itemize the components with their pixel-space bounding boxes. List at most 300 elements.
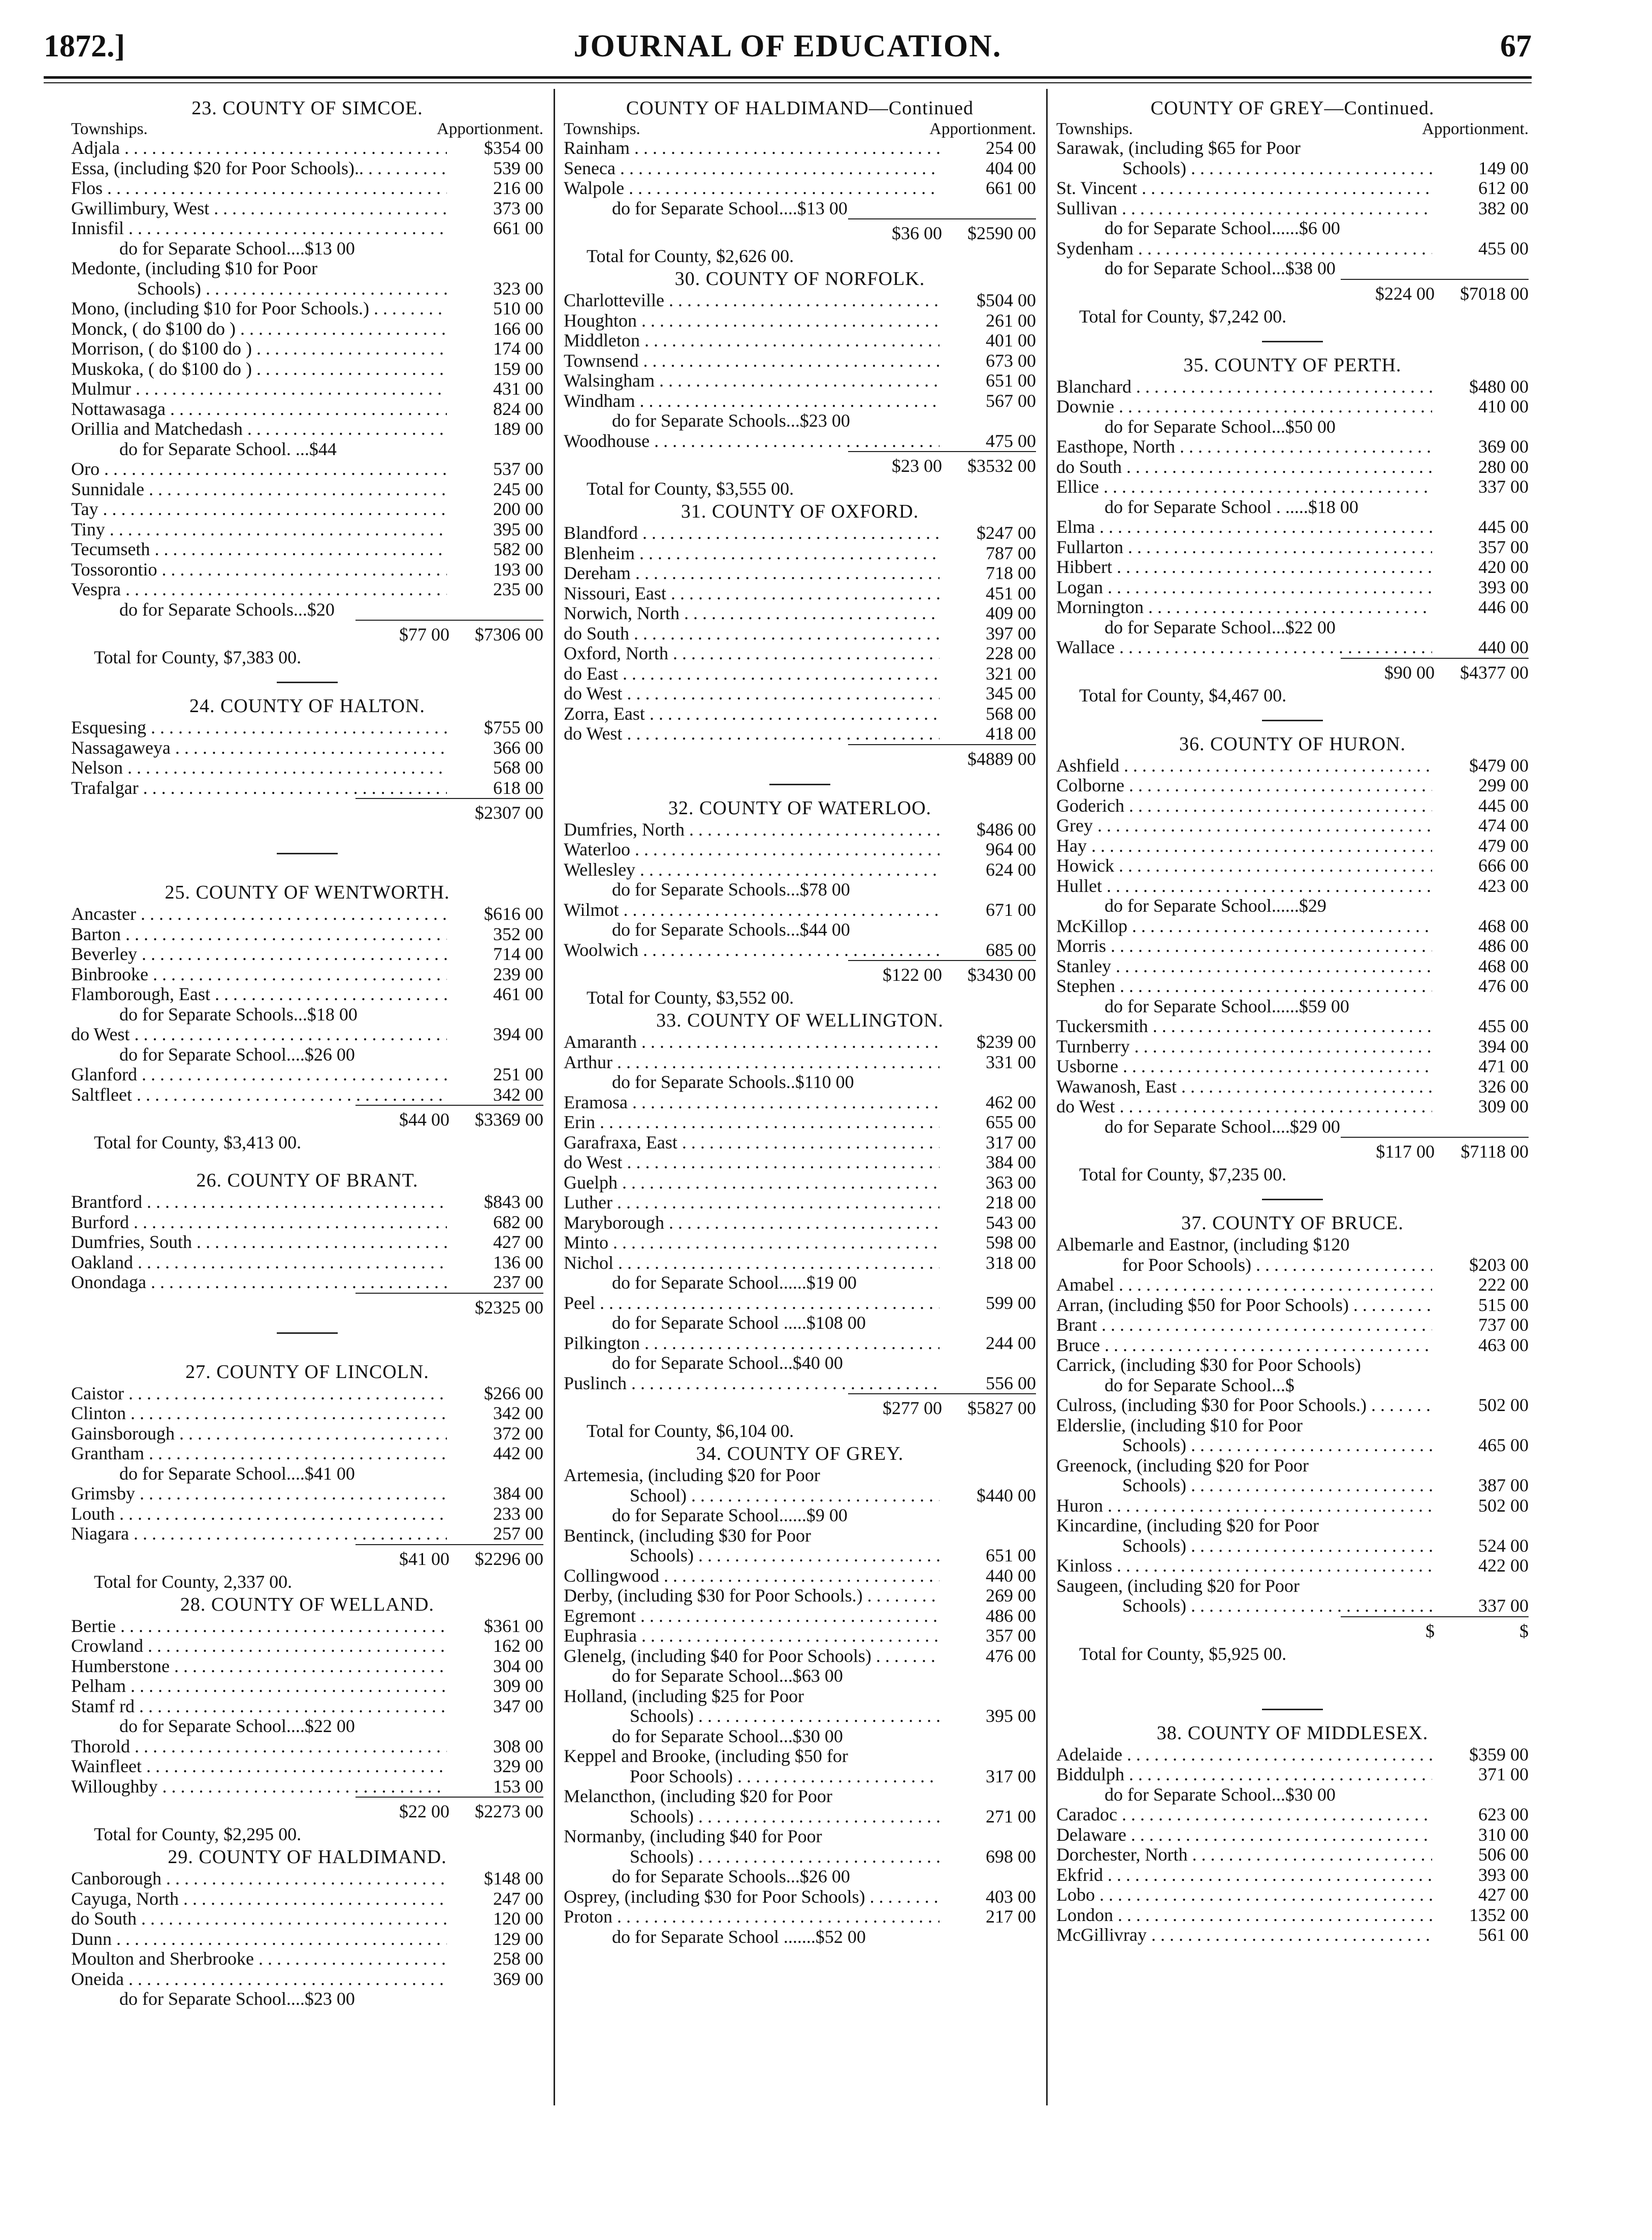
township-row-wrapped (564, 1827, 1036, 1867)
totals-row (355, 1105, 543, 1131)
separate-school-row (1056, 1785, 1529, 1805)
township-name: Sarawak, (including $65 for Poor (1056, 138, 1301, 158)
township-row (564, 1032, 1036, 1052)
county-title: 29. COUNTY OF HALDIMAND. (168, 1846, 447, 1868)
township-name: Mulmur . . . (71, 379, 447, 399)
township-name: Peel . . . (564, 1293, 940, 1314)
apportionment-heading: Apportionment. (929, 120, 1036, 138)
township-name: Beverley . . . (71, 944, 447, 965)
township-name: Onondaga . . . (71, 1272, 447, 1293)
apportionment-amount: 567 00 (986, 390, 1036, 411)
township-row (71, 924, 543, 945)
township-name: Osprey, (including $30 for Poor Schools) . . . (564, 1887, 940, 1907)
separate-school-total: $22 00 (399, 1801, 449, 1821)
township-row (71, 339, 543, 359)
township-name: Usborne . . . (1056, 1057, 1432, 1077)
township-row (71, 778, 543, 798)
township-row (71, 1756, 543, 1777)
apportionment-amount: 393 00 (1478, 1864, 1529, 1885)
township-row (71, 1212, 543, 1233)
township-name: Crowland . . . (71, 1636, 447, 1656)
apportionment-amount: 623 00 (1478, 1804, 1529, 1825)
separate-school-total: $224 00 (1375, 283, 1435, 304)
apportionment-amount: 120 00 (493, 1908, 543, 1929)
county-title: 27. COUNTY OF LINCOLN. (185, 1361, 429, 1383)
township-row (564, 1193, 1036, 1213)
township-row (71, 1403, 543, 1424)
apportionment-amount: 661 00 (986, 178, 1036, 198)
township-name: Melancthon, (including $20 for Poor (564, 1786, 832, 1806)
township-row (1056, 1496, 1529, 1516)
township-name: Euphrasia . . . (564, 1626, 940, 1646)
totals-row (848, 960, 1036, 986)
township-row (564, 584, 1036, 604)
township-row (564, 644, 1036, 664)
separate-school-total (848, 745, 942, 771)
column-right (1056, 97, 1529, 1945)
township-name: Morrison, ( do $100 do ) . . . (71, 339, 447, 359)
township-name: Clinton . . . (71, 1403, 447, 1424)
apportionment-amount: 149 00 (1478, 157, 1529, 178)
separate-school-total: $277 00 (883, 1398, 942, 1418)
township-name: Nissouri, East . . . (564, 584, 940, 604)
apportionment-amount: 418 00 (986, 723, 1036, 744)
township-division-row (564, 664, 1036, 684)
township-row (71, 1636, 543, 1656)
township-name-cont: Schools) . . . (1056, 1596, 1432, 1616)
township-name-cont: Schools) . . . (1056, 1476, 1432, 1496)
township-name: Niagara . . . (71, 1524, 447, 1544)
township-name: Holland, (including $25 for Poor (564, 1685, 804, 1706)
township-name: Dunn . . . (71, 1929, 447, 1949)
column-divider (1046, 89, 1048, 2105)
apportionment-amount: 269 00 (986, 1585, 1036, 1606)
page-number: 67 (1500, 29, 1532, 63)
township-name: do South . . . (1056, 457, 1432, 477)
township-row (71, 1424, 543, 1444)
township-row (1056, 1765, 1529, 1785)
section-separator (1262, 720, 1323, 721)
township-row (564, 940, 1036, 961)
apportionment-amount: 401 00 (986, 330, 1036, 350)
apportionment-amount: 271 00 (986, 1806, 1036, 1827)
township-total: $2590 00 (967, 223, 1036, 243)
township-name: Glenelg, (including $40 for Poor Schools) . . . (564, 1646, 940, 1667)
township-name: do South . . . (71, 1909, 447, 1929)
apportionment-amount: $359 00 (1469, 1744, 1529, 1765)
township-name-continued (564, 1706, 1036, 1726)
township-name: Nelson . . . (71, 758, 447, 778)
apportionment-amount: 486 00 (986, 1605, 1036, 1626)
separate-school-text: do for Separate School....$26 00 (119, 1044, 355, 1065)
apportionment-amount: 228 00 (986, 643, 1036, 663)
apportionment-amount: 342 00 (493, 1403, 543, 1423)
township-name: Easthope, North . . . (1056, 437, 1432, 457)
township-division-row (564, 1153, 1036, 1173)
township-name: Vespra . . . (71, 580, 447, 600)
township-name: Oneida . . . (71, 1969, 447, 1990)
township-name-continued (1056, 1435, 1529, 1456)
township-row-wrapped (71, 259, 543, 299)
township-name: Elma . . . (1056, 517, 1432, 537)
township-row (71, 1889, 543, 1909)
township-row (564, 1373, 1036, 1394)
township-row (564, 1112, 1036, 1133)
township-row (1056, 1805, 1529, 1825)
township-name: Wainfleet . . . (71, 1756, 447, 1777)
township-row (1056, 796, 1529, 816)
apportionment-amount: 251 00 (493, 1064, 543, 1084)
apportionment-amount: 673 00 (986, 350, 1036, 371)
township-total: $4889 00 (967, 748, 1036, 769)
township-row-wrapped (1056, 1456, 1529, 1496)
county-title: 28. COUNTY OF WELLAND. (180, 1593, 435, 1615)
apportionment-amount: 162 00 (493, 1636, 543, 1656)
township-name: Wellesley . . . (564, 860, 940, 880)
separate-school-row (564, 880, 1036, 900)
township-row (564, 603, 1036, 624)
section-separator (1262, 1709, 1323, 1710)
township-name-cont: Schools) . . . (1056, 158, 1432, 179)
township-name: Tossorontio . . . (71, 560, 447, 580)
township-row (71, 520, 543, 540)
township-total: $3532 00 (967, 456, 1036, 476)
separate-school-row (1056, 497, 1529, 518)
apportionment-amount: 395 00 (986, 1706, 1036, 1726)
separate-school-row (1056, 1375, 1529, 1396)
township-row (71, 1929, 543, 1949)
township-name: Luther . . . (564, 1193, 940, 1213)
township-name: Seneca . . . (564, 158, 940, 179)
township-row (564, 1293, 1036, 1314)
apportionment-amount: 582 00 (493, 539, 543, 559)
township-row (1056, 1057, 1529, 1077)
header-rule (44, 76, 1532, 79)
totals-row (355, 1797, 543, 1823)
spacer (71, 866, 543, 881)
township-name: Downie . . . (1056, 397, 1432, 417)
apportionment-amount: 310 00 (1478, 1824, 1529, 1845)
township-total: $2325 00 (475, 1297, 543, 1318)
township-name: Windham . . . (564, 391, 940, 411)
apportionment-amount: 468 00 (1478, 915, 1529, 936)
township-name: Grantham . . . (71, 1444, 447, 1464)
township-row (564, 1173, 1036, 1193)
separate-school-total: $ (1426, 1620, 1435, 1641)
township-name: Bentinck, (including $30 for Poor (564, 1525, 811, 1546)
township-name: Waterloo . . . (564, 840, 940, 860)
township-total: $7118 00 (1461, 1141, 1529, 1162)
township-name: Gainsborough . . . (71, 1424, 447, 1444)
apportionment-amount: 217 00 (986, 1906, 1036, 1927)
apportionment-amount: 245 00 (493, 478, 543, 499)
township-row (564, 331, 1036, 351)
apportionment-amount: 539 00 (493, 157, 543, 178)
township-row (564, 1133, 1036, 1153)
county-title: 30. COUNTY OF NORFOLK. (674, 268, 925, 290)
apportionment-amount: 357 00 (986, 1625, 1036, 1646)
separate-school-text: do for Separate School......$6 00 (1105, 218, 1340, 238)
county-total: Total for County, $5,925 00. (1079, 1643, 1287, 1664)
apportionment-amount: 308 00 (493, 1736, 543, 1756)
township-row (564, 543, 1036, 564)
township-row (71, 560, 543, 580)
totals-row (355, 1544, 543, 1571)
apportionment-amount: 463 00 (1478, 1334, 1529, 1355)
township-total: $2296 00 (475, 1548, 543, 1569)
apportionment-amount: 299 00 (1478, 775, 1529, 795)
apportionment-amount: 824 00 (493, 398, 543, 419)
township-name: Middleton . . . (564, 331, 940, 351)
township-row (71, 138, 543, 158)
apportionment-amount: 446 00 (1478, 597, 1529, 617)
township-row (71, 1969, 543, 1990)
township-row-wrapped (564, 1686, 1036, 1726)
separate-school-text: do for Separate School......$29 (1105, 896, 1326, 916)
township-name: Tecumseth . . . (71, 539, 447, 560)
separate-school-text: do for Separate School . .....$18 00 (1105, 497, 1358, 517)
township-division-row (564, 684, 1036, 704)
separate-school-row (1056, 896, 1529, 916)
township-row (1056, 1315, 1529, 1335)
county-title: 23. COUNTY OF SIMCOE. (191, 98, 423, 119)
township-name: Normanby, (including $40 for Poor (564, 1826, 822, 1846)
township-row (71, 479, 543, 500)
apportionment-amount: 166 00 (493, 318, 543, 339)
township-name: Orillia and Matchedash . . . (71, 419, 447, 439)
apportionment-amount: 153 00 (493, 1776, 543, 1797)
township-name: Sullivan . . . (1056, 199, 1432, 219)
apportionment-amount: 372 00 (493, 1423, 543, 1444)
township-name-cont: Schools) . . . (1056, 1435, 1432, 1456)
township-total: $3369 00 (475, 1109, 543, 1130)
apportionment-amount: 468 00 (1478, 955, 1529, 976)
township-name: Blanchard . . . (1056, 377, 1432, 397)
townships-heading: Townships. (71, 120, 148, 138)
township-name: Walsingham . . . (564, 371, 940, 391)
township-name-continued (564, 1807, 1036, 1827)
township-row (1056, 1395, 1529, 1416)
township-row (1056, 1355, 1529, 1375)
county-title: COUNTY OF HALDIMAND—Continued (626, 98, 974, 119)
township-name: St. Vincent . . . (1056, 178, 1432, 199)
apportionment-amount: 247 00 (493, 1888, 543, 1909)
apportionment-amount: 200 00 (493, 499, 543, 519)
apportionment-amount: 384 00 (493, 1483, 543, 1503)
apportionment-amount: 618 00 (493, 777, 543, 798)
apportionment-amount: 337 00 (1478, 476, 1529, 497)
separate-school-text: do for Separate School....$29 00 (1105, 1116, 1340, 1137)
apportionment-amount: $480 00 (1469, 376, 1529, 397)
county-title: COUNTY OF GREY—Continued. (1150, 98, 1435, 119)
apportionment-amount: 329 00 (493, 1756, 543, 1776)
township-name: Eramosa . . . (564, 1093, 940, 1113)
separate-school-row (1056, 417, 1529, 437)
township-row (564, 1606, 1036, 1626)
apportionment-amount: 420 00 (1478, 557, 1529, 577)
township-name: Thorold . . . (71, 1737, 447, 1757)
township-row-wrapped (564, 1526, 1036, 1566)
township-row (564, 291, 1036, 311)
separate-school-text: do for Separate Schools...$26 00 (612, 1867, 850, 1886)
township-row (564, 158, 1036, 179)
county-title: 25. COUNTY OF WENTWORTH. (165, 882, 450, 903)
township-name: Pilkington . . . (564, 1333, 940, 1354)
county-total: Total for County, $4,467 00. (1079, 685, 1287, 706)
column-left (71, 97, 543, 2009)
apportionment-amount: 237 00 (493, 1272, 543, 1292)
section-separator (769, 784, 830, 785)
township-name: Canborough . . . (71, 1869, 447, 1889)
township-total: $4377 00 (1460, 662, 1529, 683)
township-row (71, 459, 543, 479)
township-name: Rainham . . . (564, 138, 940, 158)
apportionment-amount: 423 00 (1478, 875, 1529, 896)
township-name: Gwillimbury, West . . . (71, 199, 447, 219)
column-heading-row (564, 120, 1036, 138)
township-name: Townsend . . . (564, 351, 940, 371)
township-row (71, 199, 543, 219)
township-division-row (71, 1025, 543, 1045)
separate-school-total: $77 00 (399, 624, 449, 645)
separate-school-row (1056, 259, 1529, 279)
separate-school-row (1056, 1117, 1529, 1137)
township-name: Brantford . . . (71, 1192, 447, 1212)
township-row (1056, 1745, 1529, 1765)
township-row-wrapped (564, 1746, 1036, 1786)
totals-row (848, 1393, 1036, 1420)
township-name-cont: Schools) . . . (71, 279, 447, 299)
township-row (1056, 916, 1529, 937)
township-row (71, 319, 543, 339)
township-row (71, 758, 543, 778)
journal-title: JOURNAL OF EDUCATION. (573, 29, 1002, 63)
apportionment-amount: 666 00 (1478, 855, 1529, 876)
county-title: 38. COUNTY OF MIDDLESEX. (1156, 1722, 1429, 1744)
township-row (71, 1253, 543, 1273)
township-row (71, 1192, 543, 1212)
township-row (1056, 557, 1529, 578)
apportionment-amount: 543 00 (986, 1212, 1036, 1233)
apportionment-amount: 393 00 (1478, 577, 1529, 597)
township-row (1056, 1905, 1529, 1926)
township-row-wrapped (1056, 1516, 1529, 1556)
county-total: Total for County, $7,383 00. (94, 647, 302, 667)
county-title: 32. COUNTY OF WATERLOO. (668, 797, 932, 819)
separate-school-total (355, 799, 449, 824)
apportionment-amount: 964 00 (986, 839, 1036, 859)
apportionment-amount: 556 00 (986, 1372, 1036, 1393)
township-row (1056, 1845, 1529, 1865)
separate-school-row (1056, 997, 1529, 1017)
township-name: Tay . . . (71, 499, 447, 520)
apportionment-amount: 159 00 (493, 358, 543, 379)
section-separator (1262, 1199, 1323, 1200)
county-title: 33. COUNTY OF WELLINGTON. (656, 1010, 944, 1031)
township-name: Biddulph . . . (1056, 1765, 1432, 1785)
separate-school-text: do for Separate School...$22 00 (1105, 617, 1336, 637)
apportionment-amount: 502 00 (1478, 1495, 1529, 1516)
apportionment-amount: 682 00 (493, 1211, 543, 1232)
separate-school-text: do for Separate School....$41 00 (119, 1463, 355, 1484)
section-separator (277, 682, 338, 683)
township-row (564, 860, 1036, 880)
separate-school-text: do for Separate School....$13 00 (612, 198, 848, 218)
apportionment-amount: 568 00 (986, 703, 1036, 724)
apportionment-amount: 476 00 (1478, 976, 1529, 996)
county-title: 26. COUNTY OF BRANT. (196, 1170, 418, 1191)
apportionment-amount: $247 00 (977, 523, 1036, 543)
township-row-wrapped (1056, 1416, 1529, 1456)
township-name: McGillivray . . . (1056, 1925, 1432, 1945)
township-name: Collingwood . . . (564, 1566, 940, 1586)
township-row (71, 738, 543, 758)
township-name: Ashfield . . . (1056, 756, 1432, 776)
separate-school-row (564, 920, 1036, 940)
township-total: $7018 00 (1460, 283, 1529, 304)
township-row (564, 704, 1036, 724)
township-name: Artemesia, (including $20 for Poor (564, 1465, 820, 1485)
township-row (1056, 1295, 1529, 1316)
apportionment-amount: 479 00 (1478, 835, 1529, 856)
township-row (71, 1232, 543, 1253)
township-name: Flamborough, East . . . (71, 984, 447, 1005)
township-name: Arthur . . . (564, 1052, 940, 1073)
township-name: Saltfleet . . . (71, 1085, 447, 1105)
township-row (71, 1656, 543, 1677)
apportionment-amount: 409 00 (986, 603, 1036, 623)
header-year: 1872.] (44, 29, 125, 63)
apportionment-amount: 651 00 (986, 370, 1036, 391)
township-name: Amaranth . . . (564, 1032, 940, 1052)
township-row (71, 178, 543, 199)
apportionment-amount: $843 00 (484, 1192, 543, 1212)
separate-school-row (71, 1464, 543, 1484)
separate-school-text: do for Separate School....$22 00 (119, 1716, 355, 1736)
township-row (1056, 1556, 1529, 1576)
township-name: Lobo . . . (1056, 1885, 1432, 1905)
township-row (71, 1869, 543, 1889)
apportionment-amount: 397 00 (986, 623, 1036, 644)
township-name: Keppel and Brooke, (including $50 for (564, 1746, 848, 1766)
township-row (71, 1272, 543, 1293)
township-name: Dereham . . . (564, 563, 940, 584)
township-total: $2307 00 (475, 803, 543, 823)
township-name: Bertie . . . (71, 1616, 447, 1637)
township-row (71, 1616, 543, 1637)
township-row (1056, 836, 1529, 856)
separate-school-total: $41 00 (399, 1548, 449, 1569)
township-name: Oro . . . (71, 459, 447, 479)
separate-school-text: do for Separate School .......$52 00 (612, 1927, 866, 1947)
township-name: Wallace . . . (1056, 637, 1432, 658)
county-title: 31. COUNTY OF OXFORD. (681, 501, 919, 522)
township-name: Blandford . . . (564, 523, 940, 543)
totals-row (355, 798, 543, 824)
separate-school-text: do for Separate School...$40 00 (612, 1353, 843, 1373)
township-row (1056, 597, 1529, 618)
separate-school-row (564, 411, 1036, 431)
township-row (564, 1213, 1036, 1233)
separate-school-text: do for Separate School...$50 00 (1105, 417, 1336, 437)
township-name: Dumfries, South . . . (71, 1232, 447, 1253)
separate-school-total: $36 00 (892, 223, 942, 243)
township-row (71, 359, 543, 379)
apportionment-amount: 451 00 (986, 583, 1036, 603)
separate-school-text: do for Separate School...$63 00 (612, 1666, 843, 1686)
township-name: Oakland . . . (71, 1253, 447, 1273)
separate-school-row (564, 199, 1036, 219)
